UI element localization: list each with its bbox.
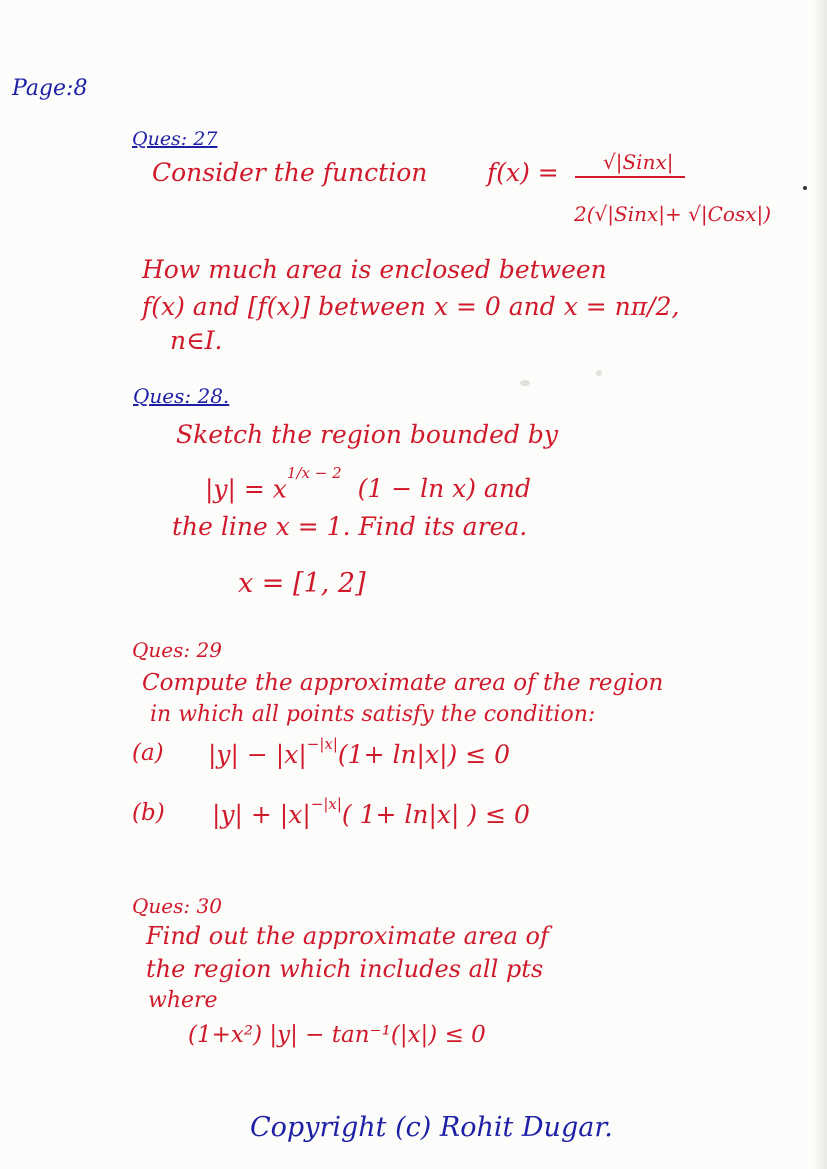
q28-line1: Sketch the region bounded by bbox=[176, 420, 559, 449]
q28-equation bbox=[205, 464, 531, 504]
q27-lead: Consider the function bbox=[152, 158, 428, 187]
q29-a-exponent: −|x| bbox=[306, 735, 338, 753]
page-edge-shadow bbox=[813, 0, 827, 1169]
q29-b-expression bbox=[212, 795, 530, 829]
q29-a-label: (a) bbox=[132, 740, 164, 766]
q29-b-left: |y| + |x| bbox=[212, 800, 311, 829]
q28-eq-right: (1 − ln x) and bbox=[357, 474, 531, 504]
q29-a-left: |y| − |x| bbox=[208, 740, 307, 769]
stray-dot bbox=[803, 186, 807, 190]
smudge bbox=[520, 380, 530, 386]
q28-answer: x = [1, 2] bbox=[238, 568, 366, 599]
q27-fraction bbox=[575, 150, 685, 180]
q27-denominator: 2(√|Sinx|+ √|Cosx|) bbox=[574, 202, 772, 226]
q29-a-right: (1+ ln|x|) ≤ 0 bbox=[337, 740, 511, 769]
q27-line3: n∈I. bbox=[170, 326, 223, 355]
q28-heading: Ques: 28. bbox=[133, 384, 230, 408]
q30-line1: Find out the approximate area of bbox=[146, 922, 549, 950]
q27-heading: Ques: 27 bbox=[132, 128, 218, 150]
q30-line3: where bbox=[148, 988, 218, 1013]
q28-eq-left: |y| = x bbox=[205, 474, 287, 504]
q29-b-label: (b) bbox=[132, 800, 165, 826]
q28-line3: the line x = 1. Find its area. bbox=[172, 512, 528, 541]
q27-numerator: √|Sinx| bbox=[603, 150, 674, 174]
q29-a-expression bbox=[208, 735, 511, 769]
q30-expression: (1+x²) |y| − tan⁻¹(|x|) ≤ 0 bbox=[188, 1022, 486, 1048]
q30-heading: Ques: 30 bbox=[132, 894, 222, 918]
q27-line1: How much area is enclosed between bbox=[142, 255, 607, 284]
q29-line1: Compute the approximate area of the region bbox=[142, 670, 664, 696]
page-label: Page:8 bbox=[12, 76, 88, 101]
copyright-footer: Copyright (c) Rohit Dugar. bbox=[250, 1112, 613, 1143]
q29-heading: Ques: 29 bbox=[132, 638, 222, 662]
q30-line2: the region which includes all pts bbox=[146, 955, 544, 983]
q27-line2: f(x) and [f(x)] between x = 0 and x = nπ/2, bbox=[142, 292, 680, 321]
q27-fx: f(x) = bbox=[487, 158, 559, 187]
q28-eq-exponent: 1/x − 2 bbox=[286, 464, 342, 482]
q29-line2: in which all points satisfy the condition: bbox=[150, 702, 596, 727]
smudge bbox=[596, 370, 602, 376]
q29-b-right: ( 1+ ln|x| ) ≤ 0 bbox=[341, 800, 530, 829]
q29-b-exponent: −|x| bbox=[310, 795, 342, 813]
